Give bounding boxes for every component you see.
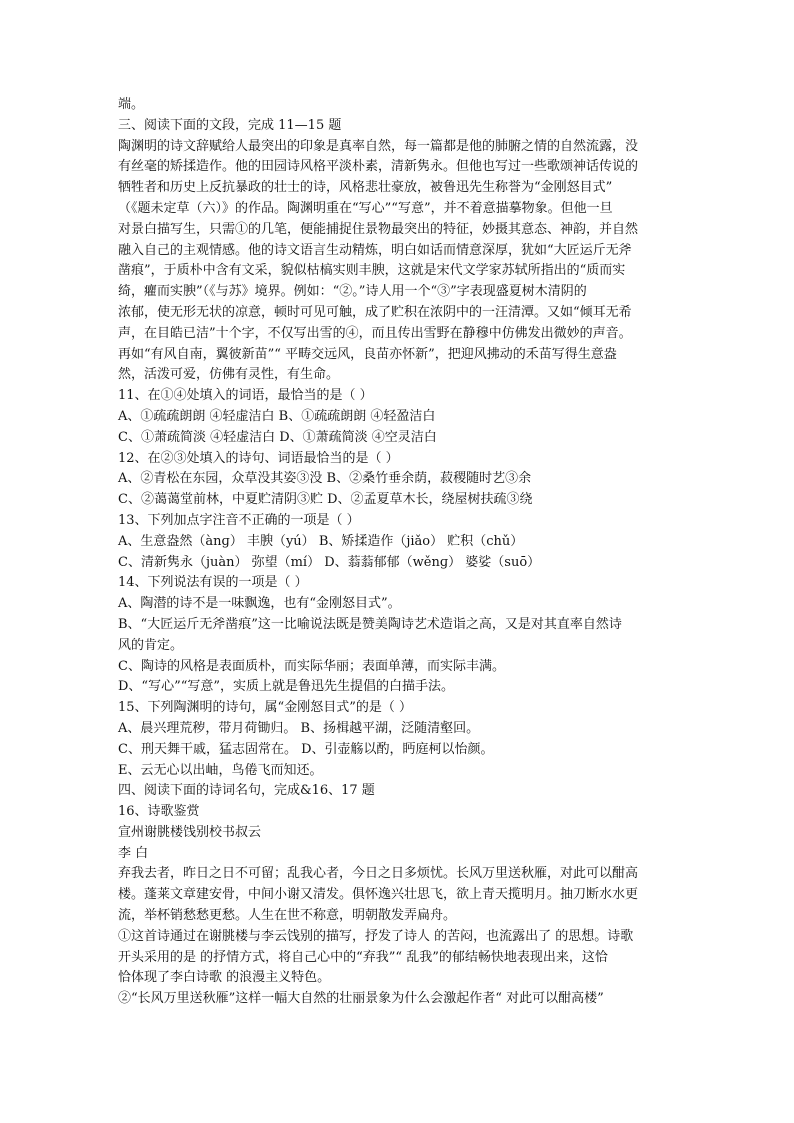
- text-line: 12、在②③处填入的诗句、词语最恰当的是（ ）: [118, 450, 399, 466]
- text-line: C、陶诗的风格是表面质朴，而实际华丽；表面单薄，而实际丰满。: [118, 658, 505, 674]
- text-line: 风的肯定。: [118, 637, 184, 653]
- text-line: 然，活泼可爱，仿佛有灵性，有生命。: [118, 367, 340, 383]
- text-line: 14、下列说法有误的一项是（ ）: [118, 575, 308, 591]
- text-line: （《题未定草（六）》的作品。陶渊明重在“写心”“写意”，并不着意描摹物象。但他一旦: [118, 200, 613, 216]
- text-line: 融入自己的主观情感。他的诗文语言生动精炼，明白如话而情意深厚，犹如“大匠运斤无斧: [118, 242, 632, 258]
- text-line: 凿痕”，于质朴中含有文采，貌似枯槁实则丰腴，这就是宋代文学家苏轼所指出的“质而实: [118, 263, 626, 279]
- text-line: 16、诗歌鉴赏: [118, 804, 200, 820]
- text-line: A、②青松在东园，众草没其姿③没 B、②桑竹垂余荫，菽稷随时艺③余: [118, 471, 532, 487]
- text-line: 宣州谢朓楼饯别校书叔云: [118, 824, 262, 840]
- text-line: A、陶潜的诗不是一味飘逸，也有“金刚怒目式”。: [118, 596, 401, 612]
- text-line: B、“大匠运斤无斧凿痕”这一比喻说法既是赞美陶诗艺术造诣之高，又是对其直率自然诗: [118, 616, 622, 632]
- text-line: 楼。蓬莱文章建安骨，中间小谢又清发。俱怀逸兴壮思飞，欲上青天揽明月。抽刀断水水更: [118, 887, 639, 903]
- text-line: 陶渊明的诗文辞赋给人最突出的印象是真率自然，每一篇都是他的肺腑之情的自然流露，没: [118, 138, 639, 154]
- text-line: C、刑天舞干戚，猛志固常在。 D、引壶觞以酌，眄庭柯以怡颜。: [118, 741, 494, 757]
- text-line: 15、下列陶渊明的诗句，属“金刚怒目式”的是（ ）: [118, 700, 412, 716]
- text-line: D、“写心”“写意”，实质上就是鲁迅先生提倡的白描手法。: [118, 679, 455, 695]
- text-line: 三、阅读下面的文段，完成 11—15 题: [118, 117, 342, 133]
- text-line: 牺牲者和历史上反抗暴政的壮士的诗，风格悲壮豪放，被鲁迅先生称誉为“金刚怒目式”: [118, 180, 613, 196]
- text-line: A、晨兴理荒秽，带月荷锄归。 B、扬楫越平湖，泛随清壑回。: [118, 720, 480, 736]
- text-line: 弃我去者，昨日之日不可留；乱我心者，今日之日多烦忧。长风万里送秋雁，对此可以酣高: [118, 866, 639, 882]
- text-line: ①这首诗通过在谢朓楼与李云饯别的描写，抒发了诗人 的苦闷，也流露出了 的思想。诗歌: [118, 928, 634, 944]
- text-line: 11、在①④处填入的词语，最恰当的是（ ）: [118, 388, 373, 404]
- text-line: C、①萧疏简淡 ④轻虚洁白 D、①萧疏简淡 ④空灵洁白: [118, 429, 437, 445]
- text-line: A、①疏疏朗朗 ④轻虚洁白 B、①疏疏朗朗 ④轻盈洁白: [118, 408, 436, 424]
- text-line: 浓郁，使无形无状的凉意，顿时可见可触，成了贮积在浓阴中的一汪清潭。又如“倾耳无希: [118, 304, 632, 320]
- text-line: 声，在目皓已洁”十个字，不仅写出雪的④，而且传出雪野在静穆中仿佛发出微妙的声音。: [118, 325, 632, 341]
- text-line: E、云无心以出岫，鸟倦飞而知还。: [118, 762, 323, 778]
- text-line: 再如“有风自南，翼彼新苗”“ 平畴交远风，良苗亦怀新”，把迎风拂动的禾苗写得生意盎: [118, 346, 617, 362]
- text-line: 对景白描写生，只需①的几笔，便能捕捉住景物最突出的特征，妙摄其意态、神韵，并自然: [118, 221, 639, 237]
- document-body: [118, 95, 678, 1010]
- text-line: 李 白: [118, 845, 149, 861]
- text-line: ②“长风万里送秋雁”这样一幅大自然的壮丽景象为什么会激起作者“ 对此可以酣高楼”: [118, 991, 604, 1007]
- text-line: 有丝毫的矫揉造作。他的田园诗风格平淡朴素，清新隽永。但他也写过一些歌颂神话传说的: [118, 159, 639, 175]
- text-line: 开头采用的是 的抒情方式，将自己心中的“弃我”“ 乱我”的郁结畅快地表现出来，这恰: [118, 949, 608, 965]
- text-line: C、②蔼蔼堂前林，中夏贮清阴③贮 D、②孟夏草木长，绕屋树扶疏③绕: [118, 492, 533, 508]
- text-line: A、生意盎然（ànɡ） 丰腴（yú） B、矫揉造作（jiǎo） 贮积（chǔ）: [118, 533, 524, 549]
- text-line: 绮，癯而实腴”（《与苏》境界。例如：“②。”诗人用一个“③”字表现盛夏树木清阴的: [118, 284, 587, 300]
- text-line: 端。: [118, 97, 145, 112]
- text-line: 四、阅读下面的诗词名句，完成&16、17 题: [118, 783, 375, 799]
- text-line: 13、下列加点字注音不正确的一项是（ ）: [118, 512, 360, 528]
- text-line: C、清新隽永（juàn） 弥望（mí） D、蓊蓊郁郁（wěnɡ） 婆娑（suō）: [118, 554, 541, 570]
- text-line: 恰体现了李白诗歌 的浪漫主义特色。: [118, 970, 331, 986]
- text-line: 流，举杯销愁愁更愁。人生在世不称意，明朝散发弄扁舟。: [118, 908, 457, 924]
